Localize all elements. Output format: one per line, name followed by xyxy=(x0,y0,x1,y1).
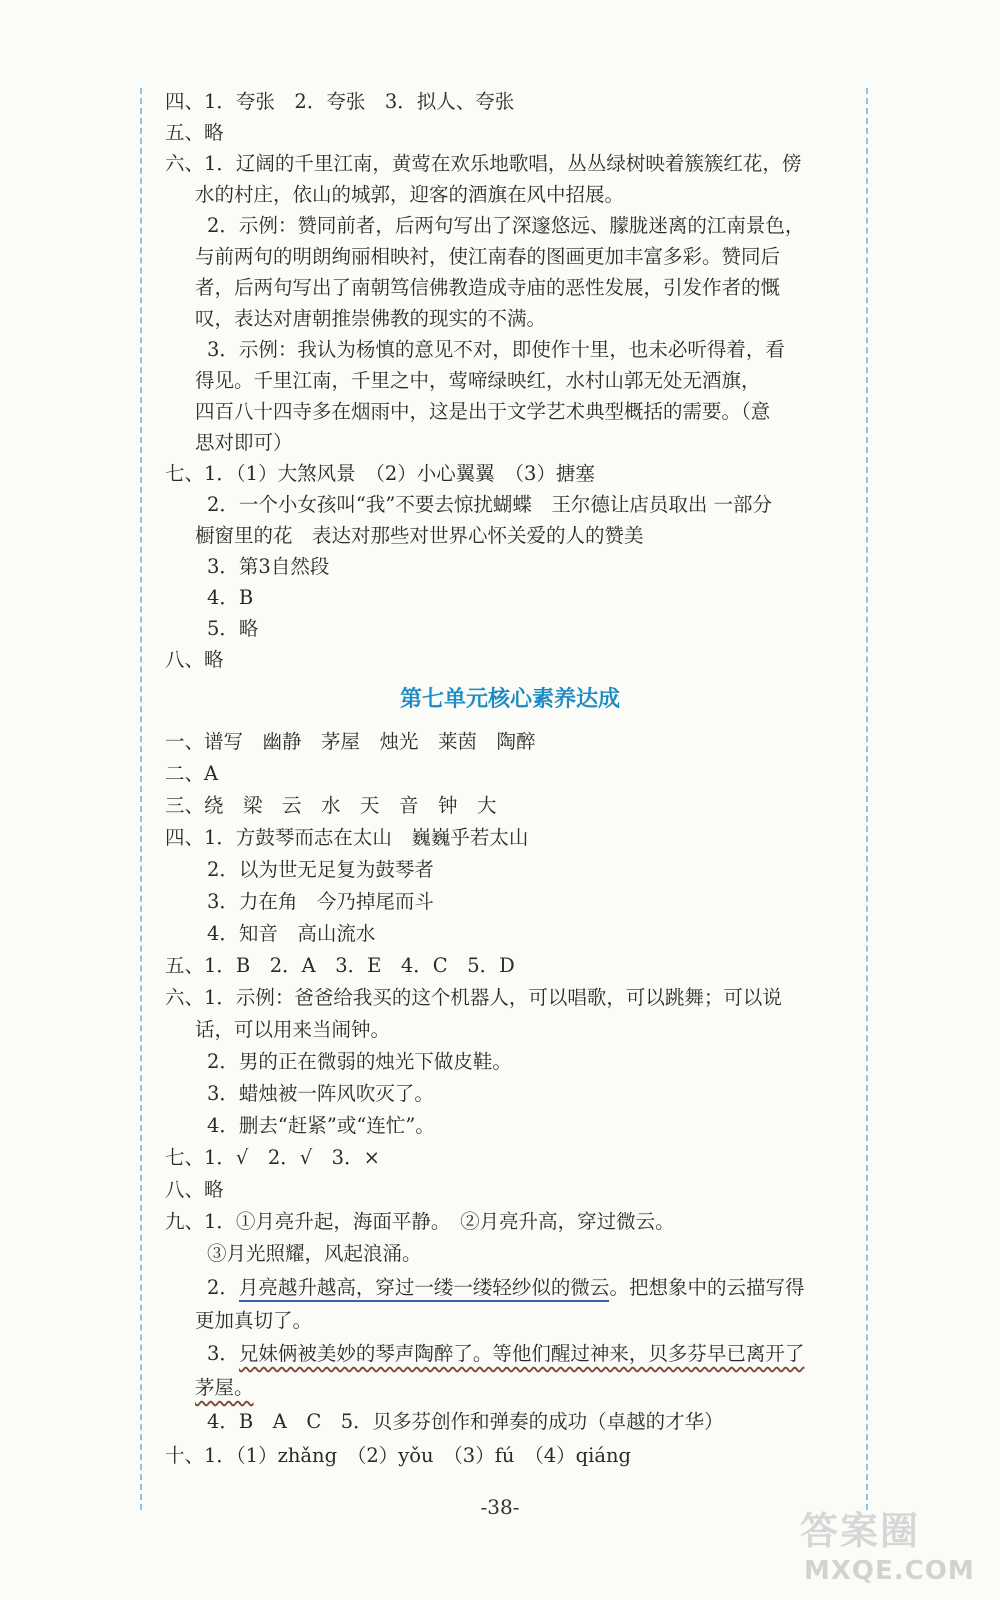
watermark-url: MXQE.COM xyxy=(804,1556,975,1586)
answer-line: 五、略 xyxy=(165,121,224,144)
answer-line: 六、1．示例：爸爸给我买的这个机器人，可以唱歌，可以跳舞；可以说 xyxy=(165,986,782,1009)
answer-line: 5．略 xyxy=(207,617,259,640)
answer-text: 。把想象中的云描写得 xyxy=(609,1276,805,1299)
answer-line: 4．B A C 5．贝多芬创作和弹奏的成功（卓越的才华） xyxy=(207,1410,724,1433)
answer-line-underlined xyxy=(207,1272,804,1304)
answer-line: 二、A xyxy=(165,762,219,785)
wavy-underlined-sentence: 兄妹俩被美妙的琴声陶醉了。等他们醒过神来，贝多芬早已离开了 xyxy=(238,1342,805,1365)
answer-line: 思对即可） xyxy=(195,431,293,454)
answer-line: 四、1．夸张 2．夸张 3．拟人、夸张 xyxy=(165,90,515,113)
answer-line: 更加真切了。 xyxy=(195,1309,313,1332)
item-number: 3． xyxy=(207,1342,239,1365)
section-title: 第七单元核心素养达成 xyxy=(399,687,620,712)
answer-line: ③月光照耀，风起浪涌。 xyxy=(207,1242,422,1265)
answer-line: 一、谱写 幽静 茅屋 烛光 莱茵 陶醉 xyxy=(165,730,536,753)
answer-line: 4．知音 高山流水 xyxy=(207,922,376,945)
answer-line: 2．一个小女孩叫“我”不要去惊扰蝴蝶 王尔德让店员取出 一部分 xyxy=(207,493,773,516)
item-number: 2． xyxy=(207,1276,239,1299)
answer-line: 五、1．B 2．A 3．E 4．C 5．D xyxy=(165,954,515,977)
answer-line: 六、1．辽阔的千里江南，黄莺在欢乐地歌唱，丛丛绿树映着簇簇红花，傍 xyxy=(165,152,802,175)
answer-line-wavy xyxy=(207,1338,804,1370)
answer-line: 3．蜡烛被一阵风吹灭了。 xyxy=(207,1082,434,1105)
answer-line: 4．B xyxy=(207,586,254,609)
answer-line: 话，可以用来当闹钟。 xyxy=(195,1018,391,1041)
answer-line: 与前两句的明朗绚丽相映衬，使江南春的图画更加丰富多彩。赞同后 xyxy=(195,245,781,268)
page-number: -38- xyxy=(480,1495,520,1519)
answer-line: 4．删去“赶紧”或“连忙”。 xyxy=(207,1114,435,1137)
answer-line: 者，后两句写出了南朝笃信佛教造成寺庙的恶性发展，引发作者的慨 xyxy=(195,276,781,299)
right-margin-rule xyxy=(866,88,868,1510)
answer-line: 三、绕 梁 云 水 天 音 钟 大 xyxy=(165,794,497,817)
answer-line: 九、1．①月亮升起，海面平静。 ②月亮升高，穿过微云。 xyxy=(165,1210,675,1233)
answer-line: 橱窗里的花 表达对那些对世界心怀关爱的人的赞美 xyxy=(195,524,644,547)
watermark-logo xyxy=(800,1500,990,1595)
answer-line: 八、略 xyxy=(165,648,224,671)
answer-line: 七、1．（1）大煞风景 （2）小心翼翼 （3）搪塞 xyxy=(165,462,595,485)
answer-line: 2．以为世无足复为鼓琴者 xyxy=(207,858,434,881)
answer-line: 3．第3自然段 xyxy=(207,555,330,578)
answer-line: 2．男的正在微弱的烛光下做皮鞋。 xyxy=(207,1050,512,1073)
watermark-text: 答案圈 xyxy=(800,1509,921,1553)
answer-line: 叹，表达对唐朝推崇佛教的现实的不满。 xyxy=(195,307,547,330)
answer-line-wavy xyxy=(195,1372,254,1404)
answer-line: 3．示例：我认为杨慎的意见不对，即使作十里，也未必听得着，看 xyxy=(207,338,785,361)
answer-line: 四、1．方鼓琴而志在太山 巍巍乎若太山 xyxy=(165,826,529,849)
answer-line: 3．力在角 今乃掉尾而斗 xyxy=(207,890,434,913)
wavy-underlined-sentence: 茅屋。 xyxy=(195,1376,254,1399)
answer-line: 七、1．√ 2．√ 3．× xyxy=(165,1146,380,1169)
answer-line: 2．示例：赞同前者，后两句写出了深邃悠远、朦胧迷离的江南景色， xyxy=(207,214,805,237)
underlined-sentence: 月亮越升越高，穿过一缕一缕轻纱似的微云 xyxy=(239,1276,610,1302)
answer-line: 得见。千里江南，千里之中，莺啼绿映红，水村山郭无处无酒旗， xyxy=(195,369,761,392)
answer-line: 水的村庄，依山的城郭，迎客的酒旗在风中招展。 xyxy=(195,183,625,206)
answer-line: 十、1．（1）zhǎng （2）yǒu （3）fú （4）qiáng xyxy=(165,1444,632,1467)
answer-line: 八、略 xyxy=(165,1178,224,1201)
left-margin-rule xyxy=(140,88,142,1510)
answer-line: 四百八十四寺多在烟雨中，这是出于文学艺术典型概括的需要。（意 xyxy=(195,400,771,423)
